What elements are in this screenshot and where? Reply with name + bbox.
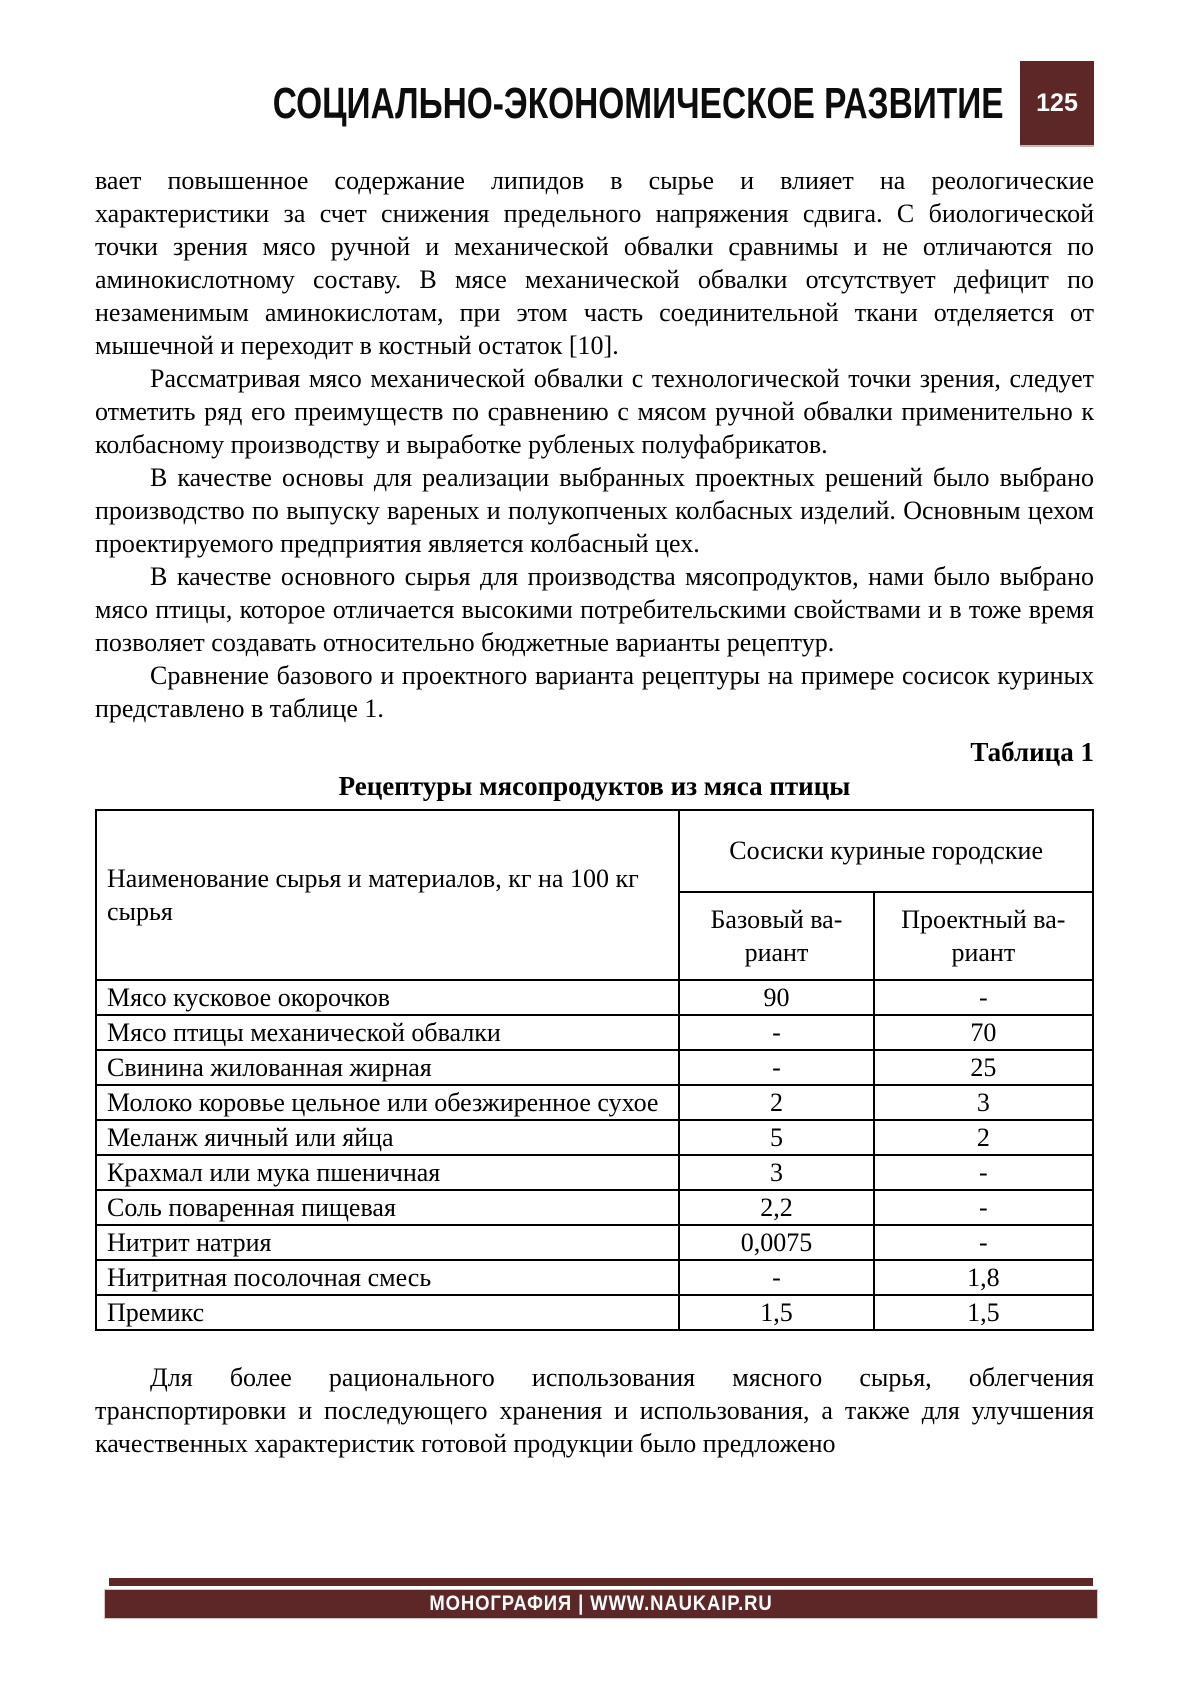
footer-top-strip	[109, 1578, 1093, 1586]
page-header	[95, 58, 1094, 150]
row-project-value: 25	[874, 1050, 1093, 1085]
row-ingredient-name: Соль поваренная пищевая	[96, 1190, 679, 1225]
recipes-table-head	[96, 810, 1093, 980]
table-row	[96, 1260, 1093, 1295]
row-base-value: 1,5	[679, 1295, 873, 1330]
row-project-value: -	[874, 1225, 1093, 1260]
row-base-value: 2,2	[679, 1190, 873, 1225]
body-paragraph: Рассматривая мясо механической обвалки с технологической точки зрения, следует отметить ряд его преимуществ по сравнению с мясом ручной обвалки применительно к колбасному производству и выработке рубленых полуфабрикатов.	[95, 364, 1094, 459]
table-number-label: Таблица 1	[970, 737, 1094, 767]
row-ingredient-name: Меланж яичный или яйца	[96, 1120, 679, 1155]
row-base-value: 2	[679, 1085, 873, 1120]
body-paragraph: В качестве основы для реализации выбранных проектных решений было выбрано производство по выпуску вареных и полукопченых колбасных изделий. Основным цехом проектируемого предприятия является колбасный цех.	[95, 463, 1094, 558]
row-base-value: 90	[679, 980, 873, 1015]
column-header-ingredient: Наименование сырья и материалов, кг на 100 кг сырья	[96, 810, 679, 980]
row-ingredient-name: Нитритная посолочная смесь	[96, 1260, 679, 1295]
row-base-value: -	[679, 1260, 873, 1295]
table-row	[96, 1190, 1093, 1225]
column-header-base: Базовый ва-риант	[679, 892, 873, 980]
row-project-value: -	[874, 980, 1093, 1015]
table-row	[96, 1295, 1093, 1330]
footer-text: МОНОГРАФИЯ | WWW.NAUKAIP.RU	[429, 1592, 773, 1615]
row-base-value: 3	[679, 1155, 873, 1190]
row-ingredient-name: Крахмал или мука пшеничная	[96, 1155, 679, 1190]
row-project-value: 2	[874, 1120, 1093, 1155]
table-caption: Рецептуры мясопродуктов из мяса птицы	[338, 771, 851, 801]
recipes-table	[95, 809, 1094, 1331]
body-paragraph: вает повышенное содержание липидов в сырье и влияет на реологические характеристики за счет снижения предельного напряжения сдвига. С биологической точки зрения мясо ручной и механической обвалки сравнимы и не отличаются по аминокислотному составу. В мясе механической обвалки отсутствует дефицит по незаменимым аминокислотам, при этом часть соединительной ткани отделяется от мышечной и переходит в костный остаток [10].	[95, 166, 1094, 360]
table-row	[96, 1155, 1093, 1190]
body-paragraph: Сравнение базового и проектного варианта рецептуры на примере сосисок куриных представлено в таблице 1.	[95, 661, 1094, 723]
row-project-value: 70	[874, 1015, 1093, 1050]
column-group-header: Сосиски куриные городские	[679, 810, 1093, 892]
row-ingredient-name: Свинина жилованная жирная	[96, 1050, 679, 1085]
row-ingredient-name: Премикс	[96, 1295, 679, 1330]
row-ingredient-name: Мясо кусковое окорочков	[96, 980, 679, 1015]
table-row	[96, 1120, 1093, 1155]
row-base-value: -	[679, 1015, 873, 1050]
body-paragraph: В качестве основного сырья для производства мясопродуктов, нами было выбрано мясо птицы, которое отличается высокими потребительскими свойствами и в тоже время позволяет создавать относительно бюджетные варианты рецептур.	[95, 562, 1094, 657]
closing-paragraph: Для более рационального использования мясного сырья, облегчения транспортировки и последующего хранения и использования, а также для улучшения качественных характеристик готовой продукции было предложено	[95, 1363, 1094, 1458]
table-row	[96, 1225, 1093, 1260]
row-base-value: 5	[679, 1120, 873, 1155]
row-project-value: -	[874, 1190, 1093, 1225]
table-row	[96, 1050, 1093, 1085]
page-footer	[104, 1578, 1098, 1619]
row-base-value: -	[679, 1050, 873, 1085]
row-ingredient-name: Молоко коровье цельное или обезжиренное сухое	[96, 1085, 679, 1120]
row-project-value: 3	[874, 1085, 1093, 1120]
section-title: СОЦИАЛЬНО-ЭКОНОМИЧЕСКОЕ РАЗВИТИЕ	[273, 79, 1004, 128]
column-header-project: Проектный ва-риант	[874, 892, 1093, 980]
row-base-value: 0,0075	[679, 1225, 873, 1260]
page-number-badge	[1020, 61, 1094, 147]
table-row	[96, 980, 1093, 1015]
table-row	[96, 1085, 1093, 1120]
footer-bar	[104, 1589, 1098, 1619]
recipes-table-body	[96, 980, 1093, 1330]
row-project-value: 1,5	[874, 1295, 1093, 1330]
page-number: 125	[1036, 88, 1078, 117]
row-ingredient-name: Нитрит натрия	[96, 1225, 679, 1260]
table-row	[96, 1015, 1093, 1050]
table-header-row-1	[96, 810, 1093, 892]
row-ingredient-name: Мясо птицы механической обвалки	[96, 1015, 679, 1050]
row-project-value: 1,8	[874, 1260, 1093, 1295]
row-project-value: -	[874, 1155, 1093, 1190]
